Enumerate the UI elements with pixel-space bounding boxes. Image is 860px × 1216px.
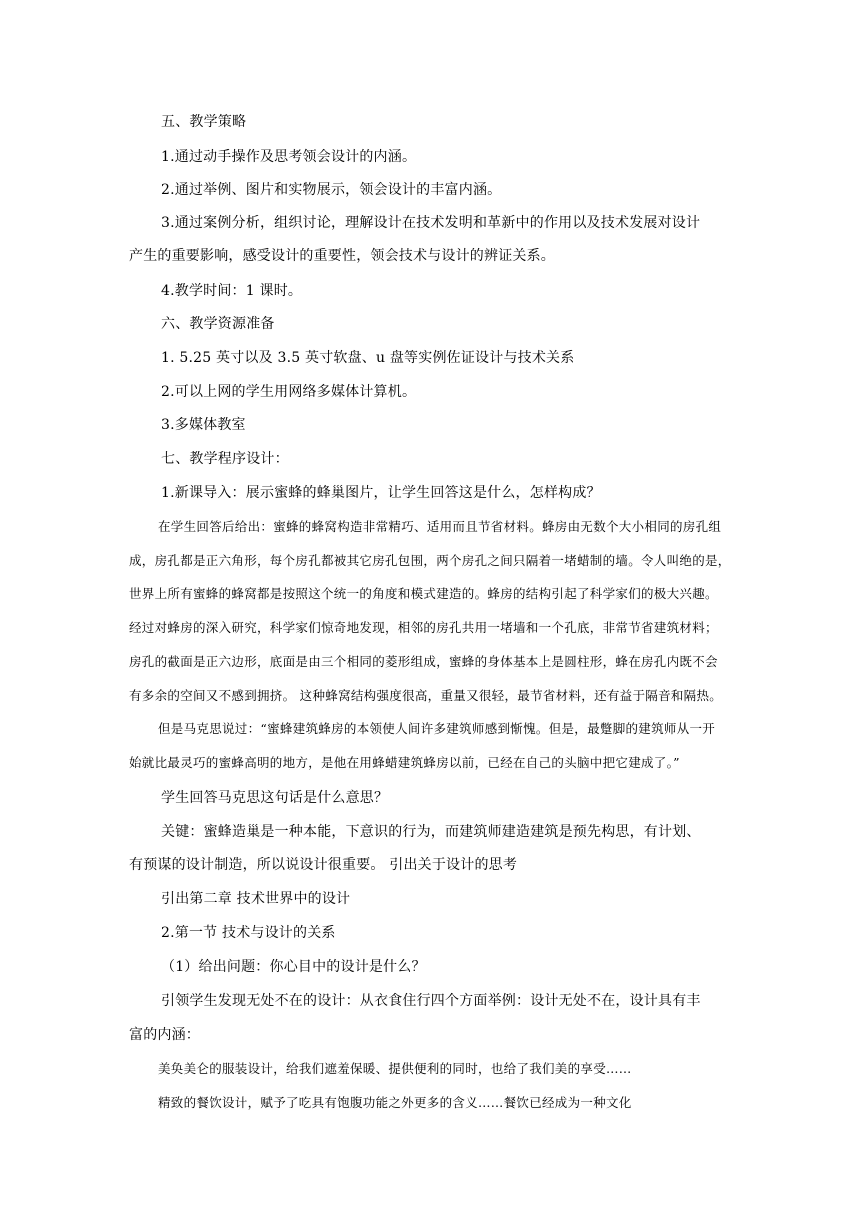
bee-paragraph-line-4: 经过对蜂房的深入研究，科学家们惊奇地发现，相邻的房孔共用一堵墙和一个孔底，非常节省建筑材料； <box>129 620 718 635</box>
marx-quote-line-1: 但是马克思说过：“蜜蜂建筑蜂房的本领使人间许多建筑师感到惭愧。但是，最蹩脚的建筑师从一开 <box>158 721 716 736</box>
strategy-item-4: 4.教学时间：1 课时。 <box>161 283 303 299</box>
strategy-item-3-line-2: 产生的重要影响，感受设计的重要性，领会技术与设计的辨证关系。 <box>129 248 555 264</box>
section-heading-resources: 六、教学资源准备 <box>161 316 275 332</box>
key-point-line-1: 关键：蜜蜂造巢是一种本能，下意识的行为，而建筑师建造建筑是预先构思，有计划、 <box>161 824 701 840</box>
student-question: 学生回答马克思这句话是什么意思？ <box>161 790 389 806</box>
guide-line-2: 富的内涵： <box>129 1027 200 1043</box>
bee-paragraph-line-6: 有多余的空间又不感到拥挤。 这种蜂窝结构强度很高，重量又很轻，最节省材料，还有益于隔音和隔热。 <box>129 688 723 703</box>
section-title: 2.第一节 技术与设计的关系 <box>161 925 336 941</box>
guide-line-1: 引领学生发现无处不在的设计：从衣食住行四个方面举例：设计无处不在，设计具有丰 <box>161 993 701 1009</box>
procedure-intro: 1.新课导入：展示蜜蜂的蜂巢图片，让学生回答这是什么，怎样构成？ <box>161 485 601 501</box>
resource-item-1: 1. 5.25 英寸以及 3.5 英寸软盘、u 盘等实例佐证设计与技术关系 <box>161 350 575 366</box>
example-dining: 精致的餐饮设计，赋予了吃具有饱腹功能之外更多的含义……餐饮已经成为一种文化 <box>158 1095 632 1110</box>
strategy-item-3-line-1: 3.通过案例分析，组织讨论，理解设计在技术发明和革新中的作用以及技术发展对设计 <box>161 215 701 231</box>
chapter-intro: 引出第二章 技术世界中的设计 <box>161 891 351 907</box>
section-heading-procedure: 七、教学程序设计： <box>161 451 289 467</box>
strategy-item-1: 1.通过动手操作及思考领会设计的内涵。 <box>161 149 417 165</box>
example-clothing: 美奂美仑的服装设计，给我们遮羞保暖、提供便利的同时，也给了我们美的享受…… <box>158 1061 632 1076</box>
bee-paragraph-line-5: 房孔的截面是正六边形，底面是由三个相同的菱形组成，蜜蜂的身体基本上是圆柱形，蜂在房孔内既不会 <box>129 654 718 669</box>
bee-paragraph-line-3: 世界上所有蜜蜂的蜂窝都是按照这个统一的角度和模式建造的。蜂房的结构引起了科学家们的极大兴趣。 <box>129 586 718 601</box>
marx-quote-line-2: 始就比最灵巧的蜜蜂高明的地方，是他在用蜂蜡建筑蜂房以前，已经在自己的头脑中把它建成了。” <box>129 755 680 770</box>
key-point-line-2: 有预谋的设计制造，所以说设计很重要。 引出关于设计的思考 <box>129 857 518 873</box>
strategy-item-2: 2.通过举例、图片和实物展示，领会设计的丰富内涵。 <box>161 182 502 198</box>
resource-item-3: 3.多媒体教室 <box>161 417 246 433</box>
bee-paragraph-line-2: 成，房孔都是正六角形，每个房孔都被其它房孔包围，两个房孔之间只隔着一堵蜡制的墙。令人叫绝的是， <box>129 553 731 568</box>
bee-paragraph-line-1: 在学生回答后给出：蜜蜂的蜂窝构造非常精巧、适用而且节省材料。蜂房由无数个大小相同的房孔组 <box>158 519 722 534</box>
resource-item-2: 2.可以上网的学生用网络多媒体计算机。 <box>161 384 417 400</box>
question-design: （1）给出问题：你心目中的设计是什么？ <box>161 959 426 975</box>
section-heading-strategy: 五、教学策略 <box>161 114 247 130</box>
